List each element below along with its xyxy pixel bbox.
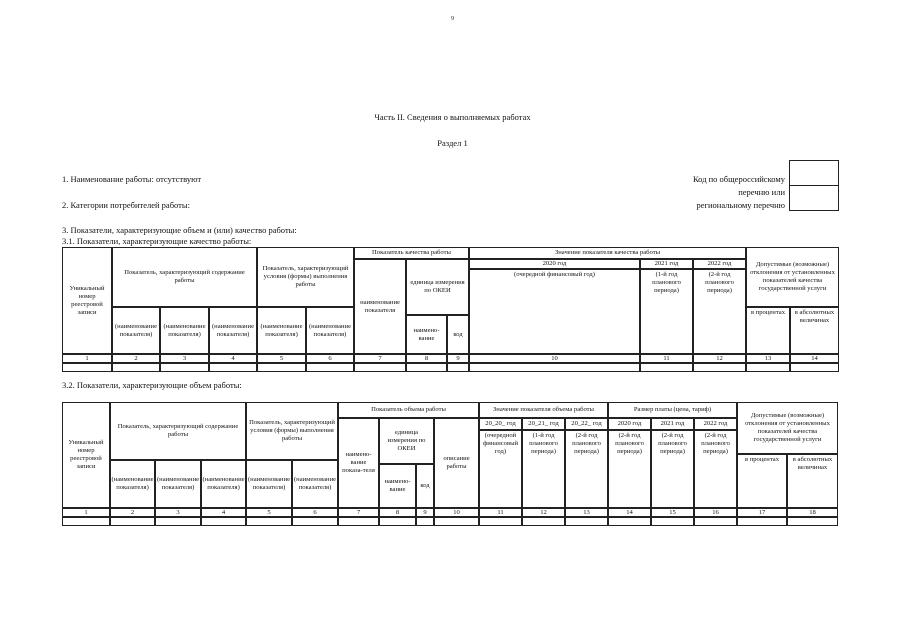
t2-num: 1 <box>62 508 110 517</box>
t2-empty-cell[interactable] <box>608 517 651 526</box>
t1-sub: (наименование показателя) <box>257 307 306 354</box>
t2-conditions: Показатель, характеризующий условия (формы) выполнения работы <box>246 402 338 460</box>
t1-empty-cell[interactable] <box>354 363 406 372</box>
t2-num: 10 <box>434 508 479 517</box>
t1-empty-cell[interactable] <box>257 363 306 372</box>
code-label-3: региональному перечню <box>696 200 785 210</box>
t1-y2022d: (2-й год планового периода) <box>693 269 746 354</box>
t2-y22: 20_22_ год <box>565 418 608 430</box>
t2-empty-cell[interactable] <box>62 517 110 526</box>
t2-volume: Показатель объема работы <box>338 402 479 418</box>
t1-sub: (наименование показателя) <box>306 307 354 354</box>
t2-empty-cell[interactable] <box>651 517 694 526</box>
t2-num: 9 <box>416 508 434 517</box>
t2-empty-cell[interactable] <box>787 517 838 526</box>
t2-empty-cell[interactable] <box>246 517 292 526</box>
t2-kod: код <box>416 464 434 508</box>
t1-y2022: 2022 год <box>693 259 746 269</box>
t2-naim-pok: наимено-вание показа-теля <box>338 418 379 508</box>
t1-sub: (наименование показателя) <box>160 307 209 354</box>
t2-num: 8 <box>379 508 416 517</box>
t2-empty-cell[interactable] <box>522 517 565 526</box>
t2-naim: наимено-вание <box>379 464 416 508</box>
code-box[interactable] <box>789 160 839 211</box>
t2-f2020d: (2-й год планового периода) <box>608 430 651 508</box>
t1-num: 11 <box>640 354 693 363</box>
t2-f2021d: (2-й год планового периода) <box>651 430 694 508</box>
volume-heading: 3.2. Показатели, характеризующие объем работы: <box>62 380 242 390</box>
t1-empty-cell[interactable] <box>790 363 839 372</box>
t1-empty-cell[interactable] <box>209 363 257 372</box>
t1-value: Значение показателя качества работы <box>469 247 746 259</box>
t1-num: 3 <box>160 354 209 363</box>
t2-sub: (наименование показателя) <box>110 460 155 508</box>
t1-empty-cell[interactable] <box>746 363 790 372</box>
t2-value: Значение показателя объема работы <box>479 402 608 418</box>
t2-num: 17 <box>737 508 787 517</box>
t1-empty-cell[interactable] <box>406 363 447 372</box>
t2-sub: (наименование показателя) <box>246 460 292 508</box>
t1-sub: (наименование показателя) <box>112 307 160 354</box>
t2-num: 6 <box>292 508 338 517</box>
t1-unique: Уникальный номер реестровой записи <box>62 247 112 354</box>
t1-num: 10 <box>469 354 640 363</box>
t2-num: 15 <box>651 508 694 517</box>
t1-y2021d: (1-й год планового периода) <box>640 269 693 354</box>
quality-heading: 3.1. Показатели, характеризующие качество работы: <box>62 236 252 246</box>
t1-num: 12 <box>693 354 746 363</box>
t2-empty-cell[interactable] <box>338 517 379 526</box>
t1-empty-cell[interactable] <box>160 363 209 372</box>
code-label-2: перечню или <box>738 187 785 197</box>
section-title: Раздел 1 <box>437 138 468 148</box>
t1-empty-cell[interactable] <box>112 363 160 372</box>
t2-y20: 20_20_ год <box>479 418 522 430</box>
t2-desc: описание работы <box>434 418 479 508</box>
t2-num: 5 <box>246 508 292 517</box>
t1-num: 9 <box>447 354 469 363</box>
t2-num: 12 <box>522 508 565 517</box>
t2-f2020: 2020 год <box>608 418 651 430</box>
consumer-categories: 2. Категории потребителей работы: <box>62 200 190 210</box>
t1-naim: наимено-вание <box>406 315 447 354</box>
t2-empty-cell[interactable] <box>379 517 416 526</box>
page-number: 9 <box>450 15 455 22</box>
t2-empty-cell[interactable] <box>110 517 155 526</box>
t2-y21: 20_21_ год <box>522 418 565 430</box>
t1-num: 2 <box>112 354 160 363</box>
t1-empty-cell[interactable] <box>693 363 746 372</box>
t1-num: 5 <box>257 354 306 363</box>
t2-sub: (наименование показателя) <box>155 460 201 508</box>
t1-unit: единица измерения по ОКЕИ <box>406 259 469 315</box>
t2-content: Показатель, характеризующий содержание работы <box>110 402 246 460</box>
part-title: Часть II. Сведения о выполняемых работах <box>374 112 531 122</box>
t1-num: 8 <box>406 354 447 363</box>
t2-unit: единица измерения по ОКЕИ <box>379 418 434 464</box>
t2-num: 18 <box>787 508 838 517</box>
t1-quality: Показатель качества работы <box>354 247 469 259</box>
t2-f2022d: (2-й год планового периода) <box>694 430 737 508</box>
t1-empty-cell[interactable] <box>469 363 640 372</box>
t2-f2022: 2022 год <box>694 418 737 430</box>
t2-empty-cell[interactable] <box>416 517 434 526</box>
t2-empty-cell[interactable] <box>479 517 522 526</box>
indicators-heading: 3. Показатели, характеризующие объем и (или) качество работы: <box>62 225 297 235</box>
t1-abs: в абсолютных величинах <box>790 307 839 354</box>
t1-naim-pok: наименование показателя <box>354 259 406 354</box>
t2-pct: в процентах <box>737 454 787 508</box>
t1-empty-cell[interactable] <box>640 363 693 372</box>
t2-empty-cell[interactable] <box>565 517 608 526</box>
t2-num: 11 <box>479 508 522 517</box>
t1-num: 6 <box>306 354 354 363</box>
t2-f2021: 2021 год <box>651 418 694 430</box>
t2-y21d: (1-й год планового периода) <box>522 430 565 508</box>
t1-y2020: 2020 год <box>469 259 640 269</box>
t1-kod: код <box>447 315 469 354</box>
t2-allowed: Допустимые (возможные) отклонения от установленных показателей качества государственной услуги <box>737 402 838 454</box>
t1-num: 4 <box>209 354 257 363</box>
t2-sub: (наименование показателя) <box>292 460 338 508</box>
t2-abs: в абсолютных величинах <box>787 454 838 508</box>
t2-num: 4 <box>201 508 246 517</box>
work-name: 1. Наименование работы: отсутствуют <box>62 174 202 184</box>
t2-empty-cell[interactable] <box>201 517 246 526</box>
t1-num: 7 <box>354 354 406 363</box>
t2-num: 7 <box>338 508 379 517</box>
t1-empty-cell[interactable] <box>62 363 112 372</box>
t1-num: 13 <box>746 354 790 363</box>
t2-empty-cell[interactable] <box>155 517 201 526</box>
t1-num: 1 <box>62 354 112 363</box>
t2-num: 13 <box>565 508 608 517</box>
code-label-1: Код по общероссийскому <box>692 174 785 184</box>
t2-empty-cell[interactable] <box>292 517 338 526</box>
t1-y2020d: (очередной финансовый год) <box>469 269 640 354</box>
t2-y20d: (очередной финансовый год) <box>479 430 522 508</box>
t1-conditions: Показатель, характеризующий условия (формы) выполнения работы <box>257 247 354 307</box>
t2-sub: (наименование показателя) <box>201 460 246 508</box>
t1-y2021: 2021 год <box>640 259 693 269</box>
t1-sub: (наименование показателя) <box>209 307 257 354</box>
t2-num: 14 <box>608 508 651 517</box>
t2-empty-cell[interactable] <box>434 517 479 526</box>
t2-unique: Уникальный номер реестровой записи <box>62 402 110 508</box>
t2-num: 3 <box>155 508 201 517</box>
t2-y22d: (2-й год планового периода) <box>565 430 608 508</box>
t2-empty-cell[interactable] <box>737 517 787 526</box>
t2-empty-cell[interactable] <box>694 517 737 526</box>
t1-empty-cell[interactable] <box>306 363 354 372</box>
t1-empty-cell[interactable] <box>447 363 469 372</box>
t2-fee: Размер платы (цена, тариф) <box>608 402 737 418</box>
t1-num: 14 <box>790 354 839 363</box>
t2-num: 16 <box>694 508 737 517</box>
t1-pct: в процентах <box>746 307 790 354</box>
t1-allowed: Допустимые (возможные) отклонения от установленных показателей качества государственной услуги <box>746 247 839 307</box>
t1-content: Показатель, характеризующий содержание работы <box>112 247 257 307</box>
t2-num: 2 <box>110 508 155 517</box>
